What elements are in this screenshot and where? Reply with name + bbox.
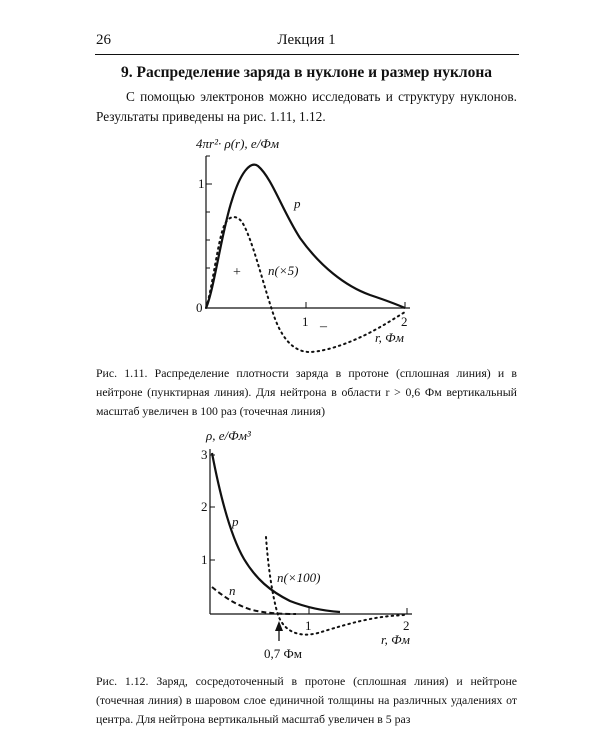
fig2-label-n-scaled: n(×100) xyxy=(277,570,321,585)
fig2-neutron-scaled-curve xyxy=(266,537,404,635)
fig2-y-tick-label-3: 3 xyxy=(201,447,208,462)
figure-1-11-caption: Рис. 1.11. Распределение плотности заряда в протоне (сплошная линия) и в нейтроне (пунктирная линия). Для нейтрона в области r > 0,6 Фм вертикальный масштаб увеличен в 100 раз (точечная линия) xyxy=(96,366,517,418)
fig1-label-minus: – xyxy=(320,319,327,334)
fig2-neutron-curve xyxy=(212,587,296,614)
figure-1-12-caption: Рис. 1.12. Заряд, сосредоточенный в протоне (сплошная линия) и нейтроне (точечная линия) в шаровом слое единичной толщины на различных удалениях от центра. Для нейтрона вертикальный масштаб увеличен в 5 раз xyxy=(96,674,517,726)
fig2-y-tick-label-2: 2 xyxy=(201,499,208,514)
page-header xyxy=(96,30,517,52)
section-title: 9. Распределение заряда в нуклоне и размер нуклона xyxy=(120,64,493,81)
page-number: 26 xyxy=(96,32,111,48)
figure-1-12-plot xyxy=(0,425,600,665)
fig1-label-n: n(×5) xyxy=(268,263,299,278)
figure-1-11-plot xyxy=(0,130,600,360)
fig2-x-tick-label-2: 2 xyxy=(403,618,410,633)
fig1-y-tick-label-0: 0 xyxy=(196,300,203,315)
fig2-y-axis-label: ρ, e/Фм³ xyxy=(206,428,251,443)
fig1-y-tick-label-1: 1 xyxy=(198,176,205,191)
intro-paragraph: С помощью электронов можно исследовать и структуру нуклонов. Результаты приведены на рис. 1.11, 1.12. xyxy=(96,89,517,124)
fig1-label-plus: + xyxy=(233,265,241,280)
fig1-x-tick-label-1: 1 xyxy=(302,314,309,329)
fig2-label-p: p xyxy=(232,514,239,529)
figure-1-11 xyxy=(0,130,600,360)
fig2-marker-label: 0,7 Фм xyxy=(264,646,302,661)
fig1-label-p: p xyxy=(294,196,301,211)
running-title: Лекция 1 xyxy=(277,32,336,48)
fig1-proton-curve xyxy=(206,165,405,308)
header-rule xyxy=(95,54,519,55)
fig2-x-axis-label: r, Фм xyxy=(381,632,410,647)
figure-1-12 xyxy=(0,425,600,665)
fig1-x-axis-label: r, Фм xyxy=(375,330,404,345)
fig2-label-n: n xyxy=(229,583,236,598)
fig2-x-tick-label-1: 1 xyxy=(305,618,312,633)
fig2-y-tick-label-1: 1 xyxy=(201,552,208,567)
fig1-y-axis-label: 4πr²· ρ(r), e/Фм xyxy=(196,136,280,151)
fig1-x-tick-label-2: 2 xyxy=(401,314,408,329)
